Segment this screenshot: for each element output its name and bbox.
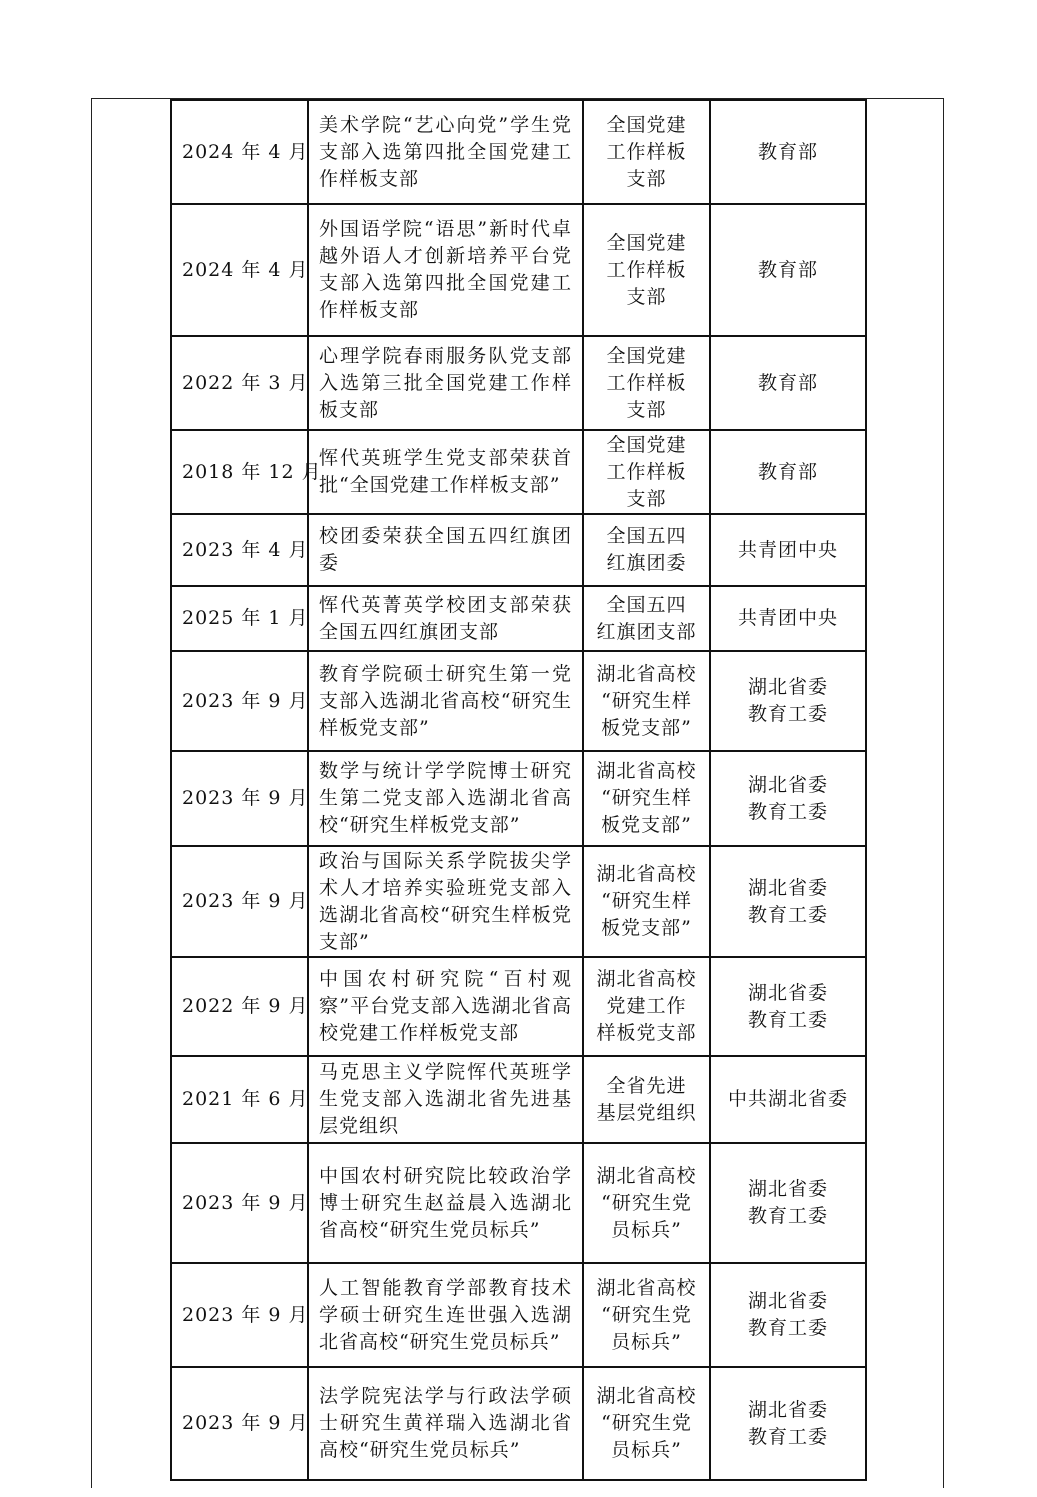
date-cell: 2025 年 1 月 (171, 586, 308, 651)
honor-type-cell: 全国党建 工作样板 支部 (583, 336, 710, 430)
date-cell: 2021 年 6 月 (171, 1056, 308, 1143)
table-row (171, 1056, 866, 1143)
table-row (171, 957, 866, 1056)
description-cell: 校团委荣获全国五四红旗团委 (308, 514, 583, 586)
honor-type-cell: 湖北省高校 “研究生党 员标兵” (583, 1143, 710, 1263)
honor-type-cell: 全省先进 基层党组织 (583, 1056, 710, 1143)
table-row (171, 751, 866, 846)
date-cell: 2023 年 9 月 (171, 751, 308, 846)
date-cell: 2022 年 9 月 (171, 957, 308, 1056)
description-cell: 恽代英班学生党支部荣获首批“全国党建工作样板支部” (308, 430, 583, 514)
description-cell: 人工智能教育学部教育技术学硕士研究生连世强入选湖北省高校“研究生党员标兵” (308, 1263, 583, 1367)
honor-type-cell: 全国党建 工作样板 支部 (583, 204, 710, 336)
issuer-cell: 共青团中央 (710, 514, 866, 586)
honor-type-cell: 全国五四 红旗团支部 (583, 586, 710, 651)
table-row (171, 514, 866, 586)
issuer-cell: 湖北省委 教育工委 (710, 1367, 866, 1480)
date-cell: 2023 年 9 月 (171, 1143, 308, 1263)
date-cell: 2023 年 9 月 (171, 651, 308, 751)
issuer-cell: 湖北省委 教育工委 (710, 957, 866, 1056)
description-cell: 心理学院春雨服务队党支部入选第三批全国党建工作样板支部 (308, 336, 583, 430)
description-cell: 教育学院硕士研究生第一党支部入选湖北省高校“研究生样板党支部” (308, 651, 583, 751)
description-cell: 恽代英菁英学校团支部荣获全国五四红旗团支部 (308, 586, 583, 651)
table-row (171, 1143, 866, 1263)
table-row (171, 1367, 866, 1480)
issuer-cell: 湖北省委 教育工委 (710, 1143, 866, 1263)
table-row (171, 651, 866, 751)
issuer-cell: 中共湖北省委 (710, 1056, 866, 1143)
honor-type-cell: 湖北省高校 “研究生党 员标兵” (583, 1263, 710, 1367)
date-cell: 2023 年 9 月 (171, 1367, 308, 1480)
issuer-cell: 教育部 (710, 430, 866, 514)
table-row (171, 204, 866, 336)
table-row (171, 1263, 866, 1367)
table-row (171, 586, 866, 651)
description-cell: 马克思主义学院恽代英班学生党支部入选湖北省先进基层党组织 (308, 1056, 583, 1143)
date-cell: 2024 年 4 月 (171, 100, 308, 204)
honor-type-cell: 湖北省高校 “研究生党 员标兵” (583, 1367, 710, 1480)
honor-type-cell: 湖北省高校 党建工作 样板党支部 (583, 957, 710, 1056)
honors-table (170, 99, 867, 1481)
description-cell: 政治与国际关系学院拔尖学术人才培养实验班党支部入选湖北省高校“研究生样板党支部” (308, 846, 583, 957)
issuer-cell: 湖北省委 教育工委 (710, 1263, 866, 1367)
issuer-cell: 湖北省委 教育工委 (710, 846, 866, 957)
issuer-cell: 共青团中央 (710, 586, 866, 651)
issuer-cell: 湖北省委 教育工委 (710, 651, 866, 751)
issuer-cell: 教育部 (710, 100, 866, 204)
honor-type-cell: 全国党建 工作样板 支部 (583, 430, 710, 514)
date-cell: 2023 年 4 月 (171, 514, 308, 586)
date-cell: 2018 年 12 月 (171, 430, 308, 514)
date-cell: 2022 年 3 月 (171, 336, 308, 430)
honor-type-cell: 湖北省高校 “研究生样 板党支部” (583, 651, 710, 751)
issuer-cell: 教育部 (710, 204, 866, 336)
honor-type-cell: 湖北省高校 “研究生样 板党支部” (583, 751, 710, 846)
description-cell: 美术学院“艺心向党”学生党支部入选第四批全国党建工作样板支部 (308, 100, 583, 204)
description-cell: 外国语学院“语思”新时代卓越外语人才创新培养平台党支部入选第四批全国党建工作样板支部 (308, 204, 583, 336)
table-row (171, 100, 866, 204)
date-cell: 2023 年 9 月 (171, 1263, 308, 1367)
description-cell: 数学与统计学学院博士研究生第二党支部入选湖北省高校“研究生样板党支部” (308, 751, 583, 846)
honor-type-cell: 全国党建 工作样板 支部 (583, 100, 710, 204)
honor-type-cell: 全国五四 红旗团委 (583, 514, 710, 586)
date-cell: 2023 年 9 月 (171, 846, 308, 957)
issuer-cell: 湖北省委 教育工委 (710, 751, 866, 846)
description-cell: 中国农村研究院比较政治学博士研究生赵益晨入选湖北省高校“研究生党员标兵” (308, 1143, 583, 1263)
table-row (171, 430, 866, 514)
issuer-cell: 教育部 (710, 336, 866, 430)
honor-type-cell: 湖北省高校 “研究生样 板党支部” (583, 846, 710, 957)
table-row (171, 336, 866, 430)
table-row (171, 846, 866, 957)
description-cell: 中国农村研究院“百村观察”平台党支部入选湖北省高校党建工作样板党支部 (308, 957, 583, 1056)
date-cell: 2024 年 4 月 (171, 204, 308, 336)
description-cell: 法学院宪法学与行政法学硕士研究生黄祥瑞入选湖北省高校“研究生党员标兵” (308, 1367, 583, 1480)
